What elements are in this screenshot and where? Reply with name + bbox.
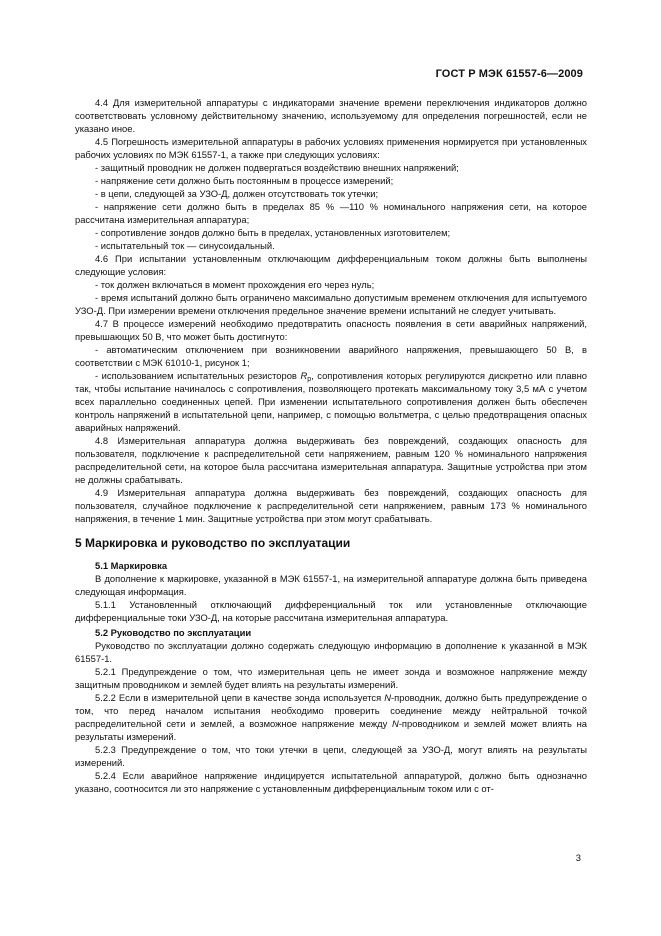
text-span: , сопротивления которых регулируются дискретно или плавно так, чтобы испытание начиналось с сопротивления, позволяющего протекать максимальному току 3,5 мА с учетом всех параллельно соединенных цепей. При изменении испытательного сопротивления должен быть обеспечен контроль напряжений в испытательной цепи, например, с помощью вольтметра, с целью предотвращения опасных аварийных напряжений. (75, 370, 587, 433)
paragraph-5-2-1: 5.2.1 Предупреждение о том, что измерительная цепь не имеет зонда и возможное напряжение между защитным проводником и землей будет влиять на результаты измерений. (75, 666, 587, 690)
list-item: - ток должен включаться в момент прохождения его через нуль; (95, 279, 375, 290)
paragraph-5-2: Руководство по эксплуатации должно содержать следующую информацию в дополнение к указанной в МЭК 61557-1. (75, 640, 587, 664)
text-span: -проводник, должно быть предупреждение о том, что перед началом испытания необходимо проверить соединение между нейтральной точкой распределительной сети и землей, а возможное напряжение между (75, 692, 587, 729)
resistor-symbol: R (300, 370, 308, 381)
paragraph-4-5: 4.5 Погрешность измерительной аппаратуры в рабочих условиях применения нормируется при установленных рабочих условиях по МЭК 61557-1, а также при следующих условиях: (75, 136, 587, 160)
list-item: - защитный проводник не должен подвергаться воздействию внешних напряжений; (95, 162, 459, 173)
text-span: 5.2.2 Если в измерительной цепи в качестве зонда используется (95, 692, 385, 703)
paragraph-4-4: 4.4 Для измерительной аппаратуры с индикаторами значение времени переключения индикаторов должно соответствовать условному действительному значению, используемому для определения погрешностей, если не указано иное. (75, 97, 587, 134)
paragraph-5-2-4: 5.2.4 Если аварийное напряжение индицируется испытательной аппаратурой, должно быть однозначно указано, соотносится ли это напряжение с установленным дифференциальным током или с от- (75, 770, 587, 794)
text-span: -проводником и землей может влиять на результаты измерений. (75, 718, 587, 742)
list-item: - напряжение сети должно быть постоянным в процессе измерений; (95, 175, 394, 186)
list-item: - в цепи, следующей за УЗО-Д, должен отсутствовать ток утечки; (95, 188, 379, 199)
paragraph-4-9: 4.9 Измерительная аппаратура должна выдерживать без повреждений, создающих опасность для пользователя, случайное подключение к распределительной сети напряжением, равным 173 % номинального напряжения, в течение 1 мин. Защитные устройства при этом могут срабатывать. (75, 487, 587, 524)
document-body (75, 96, 587, 795)
section-5-1-title: 5.1 Маркировка (95, 560, 168, 571)
document-header: ГОСТ Р МЭК 61557-6—2009 (435, 68, 583, 80)
paragraph-5-2-3: 5.2.3 Предупреждение о том, что токи утечки в цепи, следующей за УЗО-Д, могут влиять на результаты измерений. (75, 744, 587, 768)
resistor-subscript: p (307, 376, 312, 383)
list-item: - автоматическим отключением при возникновении аварийного напряжения, превышающего 50 В, в соответствии с МЭК 61010-1, рисунок 1; (75, 344, 587, 368)
list-item: - время испытаний должно быть ограничено максимально допустимым временем отключения для испытуемого УЗО-Д. При измерении времени отключения предельное значение времени испытаний не следует учитывать. (75, 292, 587, 316)
paragraph-4-8: 4.8 Измерительная аппаратура должна выдерживать без повреждений, создающих опасность для пользователя, подключение к распределительной сети напряжением, равным 120 % номинального напряжения распределительной сети, на которое была рассчитана измерительная аппаратура. Защитные устройства при этом не должны срабатывать. (75, 435, 587, 485)
list-item: - испытательный ток — синусоидальный. (95, 240, 275, 251)
n-symbol: N (392, 718, 399, 729)
paragraph-5-2-2 (75, 691, 587, 743)
paragraph-5-1: В дополнение к маркировке, указанной в МЭК 61557-1, на измерительной аппаратуре должна быть приведена следующая информация. (75, 573, 587, 597)
section-5-title: 5 Маркировка и руководство по эксплуатации (75, 536, 351, 550)
paragraph-4-6: 4.6 При испытании установленным отключающим дифференциальным током должны быть выполнены следующие условия: (75, 253, 587, 277)
list-item: - напряжение сети должно быть в пределах 85 % —110 % номинального напряжения сети, на которое рассчитана измерительная аппаратура; (75, 201, 587, 225)
n-symbol: N (384, 692, 392, 703)
text-span: - использованием испытательных резисторов (95, 370, 301, 381)
page-number: 3 (575, 852, 581, 863)
list-item-resistors (75, 369, 587, 434)
paragraph-4-7: 4.7 В процессе измерений необходимо предотвратить опасность появления в сети аварийных напряжений, превышающих 50 В, что может быть достигнуто: (75, 318, 587, 342)
paragraph-5-1-1: 5.1.1 Установленный отключающий дифференциальный ток или установленные отключающие дифференциальные токи УЗО-Д, на которые рассчитана измерительная аппаратура. (75, 599, 587, 623)
list-item: - сопротивление зондов должно быть в пределах, установленных изготовителем; (95, 227, 451, 238)
section-5-2-title: 5.2 Руководство по эксплуатации (95, 627, 252, 638)
